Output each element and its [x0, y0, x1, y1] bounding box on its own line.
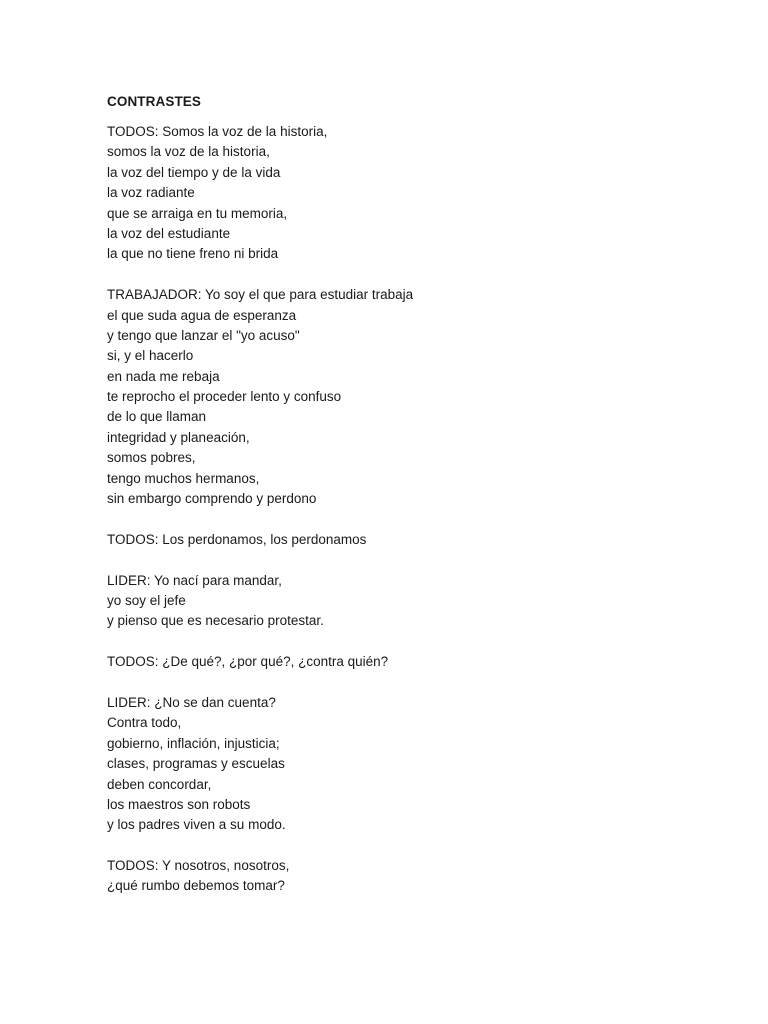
poem-line: el que suda agua de esperanza	[107, 307, 297, 323]
poem-line: TODOS: Y nosotros, nosotros,	[107, 858, 290, 874]
poem-line: integridad y planeación,	[107, 429, 250, 445]
poem-line: la voz radiante	[107, 185, 195, 201]
poem-line: somos pobres,	[107, 450, 196, 466]
poem-line: somos la voz de la historia,	[107, 144, 270, 160]
poem-line: ¿qué rumbo debemos tomar?	[107, 878, 285, 894]
poem-line: TODOS: Somos la voz de la historia,	[107, 124, 328, 139]
poem-line: sin embargo comprendo y perdono	[107, 491, 317, 507]
poem-line: y tengo que lanzar el "yo acuso"	[107, 327, 300, 343]
poem-line: la que no tiene freno ni brida	[107, 246, 279, 262]
poem-line: y los padres viven a su modo.	[107, 817, 286, 833]
poem-line: clases, programas y escuelas	[107, 756, 285, 772]
poem-line: tengo muchos hermanos,	[107, 470, 260, 486]
poem-line: y pienso que es necesario protestar.	[107, 613, 324, 629]
poem-line: TODOS: ¿De qué?, ¿por qué?, ¿contra quién?	[107, 654, 389, 670]
poem-line: Contra todo,	[107, 715, 182, 731]
poem-line: los maestros son robots	[107, 796, 251, 812]
poem-line: si, y el hacerlo	[107, 348, 194, 364]
stanza	[107, 285, 413, 509]
poem-line: yo soy el jefe	[107, 592, 186, 608]
stanza	[107, 530, 413, 550]
stanza	[107, 693, 413, 836]
poem-line: gobierno, inflación, injusticia;	[107, 735, 280, 751]
poem-line: LIDER: Yo nací para mandar,	[107, 572, 282, 588]
poem-line: TODOS: Los perdonamos, los perdonamos	[107, 531, 367, 547]
poem-line: que se arraiga en tu memoria,	[107, 205, 288, 221]
stanza	[107, 122, 413, 265]
stanza	[107, 571, 413, 632]
poem-line: LIDER: ¿No se dan cuenta?	[107, 694, 276, 710]
poem-line: deben concordar,	[107, 776, 212, 792]
poem-line: la voz del tiempo y de la vida	[107, 164, 281, 180]
poem-line: te reprocho el proceder lento y confuso	[107, 389, 342, 405]
poem-line: la voz del estudiante	[107, 225, 231, 241]
poem-line: TRABAJADOR: Yo soy el que para estudiar trabaja	[107, 287, 414, 303]
poem-line: de lo que llaman	[107, 409, 207, 425]
stanza	[107, 856, 413, 897]
poem-body	[107, 122, 413, 897]
document-title: CONTRASTES	[107, 94, 202, 109]
stanza	[107, 652, 413, 672]
poem-line: en nada me rebaja	[107, 368, 220, 384]
